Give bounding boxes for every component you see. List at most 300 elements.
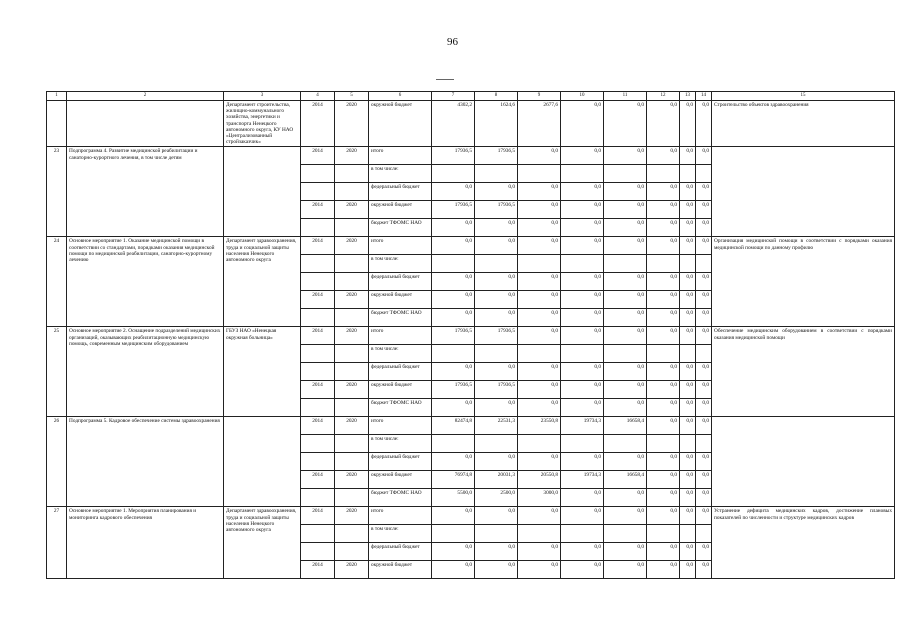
total-value bbox=[432, 345, 475, 363]
value-2020: 0,0 bbox=[696, 147, 712, 165]
value-2018: 0,0 bbox=[647, 489, 680, 507]
value-2016 bbox=[561, 165, 604, 183]
start-year bbox=[301, 489, 335, 507]
value-2019: 0,0 bbox=[680, 291, 696, 309]
value-2020: 0,0 bbox=[696, 273, 712, 291]
total-value: 0,0 bbox=[432, 183, 475, 201]
value-2020: 0,0 bbox=[696, 381, 712, 399]
executor-name bbox=[224, 417, 301, 507]
total-value: 82474,8 bbox=[432, 417, 475, 435]
value-2015: 0,0 bbox=[518, 363, 561, 381]
value-2017 bbox=[604, 525, 647, 543]
value-2018: 0,0 bbox=[647, 237, 680, 255]
value-2016 bbox=[561, 255, 604, 273]
value-2016: 0,0 bbox=[561, 453, 604, 471]
value-2017: 16658,4 bbox=[604, 471, 647, 489]
value-2015: 0,0 bbox=[518, 147, 561, 165]
value-2016: 0,0 bbox=[561, 327, 604, 345]
end-year bbox=[335, 219, 369, 237]
funding-source: итого bbox=[369, 237, 432, 255]
expected-result: Обеспечение медицинским оборудованием в соответствии с порядками оказания медицинской помощи bbox=[712, 327, 895, 417]
total-value: 17936,5 bbox=[432, 327, 475, 345]
column-header: 2 bbox=[67, 92, 224, 101]
funding-source: окружной бюджет bbox=[369, 561, 432, 579]
value-2020: 0,0 bbox=[696, 219, 712, 237]
total-value: 17936,5 bbox=[432, 201, 475, 219]
end-year: 2020 bbox=[335, 507, 369, 525]
end-year: 2020 bbox=[335, 381, 369, 399]
value-2020: 0,0 bbox=[696, 363, 712, 381]
start-year bbox=[301, 399, 335, 417]
start-year bbox=[301, 543, 335, 561]
funding-source: федеральный бюджет bbox=[369, 273, 432, 291]
row-number: 26 bbox=[47, 417, 67, 507]
start-year: 2014 bbox=[301, 507, 335, 525]
value-2016: 0,0 bbox=[561, 309, 604, 327]
start-year bbox=[301, 255, 335, 273]
expected-result: Строительство объектов здравоохранения bbox=[712, 101, 895, 147]
value-2020: 0,0 bbox=[696, 543, 712, 561]
value-2017: 0,0 bbox=[604, 363, 647, 381]
value-2017: 0,0 bbox=[604, 561, 647, 579]
value-2020: 0,0 bbox=[696, 309, 712, 327]
row-number: 23 bbox=[47, 147, 67, 237]
funding-source: окружной бюджет bbox=[369, 101, 432, 147]
column-header: 1 bbox=[47, 92, 67, 101]
value-2020: 0,0 bbox=[696, 201, 712, 219]
funding-source: итого bbox=[369, 507, 432, 525]
executor-name bbox=[224, 147, 301, 237]
value-2016: 0,0 bbox=[561, 147, 604, 165]
value-2015 bbox=[518, 435, 561, 453]
funding-source: в том числе: bbox=[369, 525, 432, 543]
value-2020: 0,0 bbox=[696, 417, 712, 435]
start-year bbox=[301, 435, 335, 453]
value-2015: 0,0 bbox=[518, 273, 561, 291]
value-2016: 19734,3 bbox=[561, 471, 604, 489]
value-2014: 17936,5 bbox=[475, 327, 518, 345]
value-2015: 0,0 bbox=[518, 309, 561, 327]
value-2019 bbox=[680, 345, 696, 363]
value-2019 bbox=[680, 165, 696, 183]
value-2018: 0,0 bbox=[647, 309, 680, 327]
value-2020: 0,0 bbox=[696, 399, 712, 417]
value-2015: 0,0 bbox=[518, 201, 561, 219]
value-2019: 0,0 bbox=[680, 381, 696, 399]
column-header: 15 bbox=[712, 92, 895, 101]
end-year bbox=[335, 183, 369, 201]
value-2014: 0,0 bbox=[475, 543, 518, 561]
value-2016: 0,0 bbox=[561, 507, 604, 525]
total-value: 0,0 bbox=[432, 543, 475, 561]
total-value: 0,0 bbox=[432, 237, 475, 255]
value-2015: 0,0 bbox=[518, 561, 561, 579]
value-2017 bbox=[604, 165, 647, 183]
program-table bbox=[46, 91, 895, 579]
value-2017: 0,0 bbox=[604, 237, 647, 255]
row-number: 24 bbox=[47, 237, 67, 327]
value-2019: 0,0 bbox=[680, 309, 696, 327]
value-2018: 0,0 bbox=[647, 327, 680, 345]
expected-result: Организация медицинской помощи в соответствии с порядками оказания медицинской помощи по данному профилю bbox=[712, 237, 895, 327]
activity-name: Основное мероприятие 2. Оснащение подразделений медицинских организаций, оказывающих реабилитационную медицинскую помощь, современным медицинским оборудованием bbox=[67, 327, 224, 417]
value-2019: 0,0 bbox=[680, 183, 696, 201]
start-year bbox=[301, 345, 335, 363]
end-year: 2020 bbox=[335, 327, 369, 345]
end-year bbox=[335, 399, 369, 417]
value-2014: 22531,3 bbox=[475, 417, 518, 435]
expected-result bbox=[712, 417, 895, 507]
start-year: 2014 bbox=[301, 201, 335, 219]
value-2019: 0,0 bbox=[680, 273, 696, 291]
value-2016 bbox=[561, 345, 604, 363]
value-2015: 0,0 bbox=[518, 219, 561, 237]
total-value bbox=[432, 165, 475, 183]
value-2015: 0,0 bbox=[518, 381, 561, 399]
value-2014: 17936,5 bbox=[475, 201, 518, 219]
value-2018: 0,0 bbox=[647, 381, 680, 399]
value-2018: 0,0 bbox=[647, 183, 680, 201]
column-header: 6 bbox=[369, 92, 432, 101]
end-year bbox=[335, 255, 369, 273]
value-2018: 0,0 bbox=[647, 101, 680, 147]
value-2016: 0,0 bbox=[561, 489, 604, 507]
value-2015: 0,0 bbox=[518, 237, 561, 255]
value-2018: 0,0 bbox=[647, 453, 680, 471]
header-row bbox=[47, 92, 895, 101]
value-2014: 0,0 bbox=[475, 453, 518, 471]
start-year bbox=[301, 219, 335, 237]
value-2020 bbox=[696, 525, 712, 543]
column-header: 3 bbox=[224, 92, 301, 101]
expected-result: Устранение дефицита медицинских кадров, достижение плановых показателей по численности и структуре медицинских кадров bbox=[712, 507, 895, 579]
row-number: 25 bbox=[47, 327, 67, 417]
funding-source: окружной бюджет bbox=[369, 291, 432, 309]
funding-source: федеральный бюджет bbox=[369, 363, 432, 381]
start-year bbox=[301, 165, 335, 183]
total-value: 0,0 bbox=[432, 309, 475, 327]
value-2019 bbox=[680, 435, 696, 453]
value-2015: 0,0 bbox=[518, 543, 561, 561]
start-year: 2014 bbox=[301, 147, 335, 165]
end-year bbox=[335, 525, 369, 543]
value-2016: 0,0 bbox=[561, 399, 604, 417]
total-value: 0,0 bbox=[432, 363, 475, 381]
funding-source: федеральный бюджет bbox=[369, 453, 432, 471]
value-2017: 0,0 bbox=[604, 291, 647, 309]
column-header: 5 bbox=[335, 92, 369, 101]
value-2016: 0,0 bbox=[561, 561, 604, 579]
value-2018: 0,0 bbox=[647, 543, 680, 561]
value-2014: 0,0 bbox=[475, 309, 518, 327]
value-2014 bbox=[475, 525, 518, 543]
value-2018 bbox=[647, 255, 680, 273]
start-year: 2014 bbox=[301, 417, 335, 435]
value-2014: 2500,0 bbox=[475, 489, 518, 507]
end-year bbox=[335, 435, 369, 453]
total-value: 0,0 bbox=[432, 273, 475, 291]
funding-source: бюджет ТФОМС НАО bbox=[369, 309, 432, 327]
value-2015: 23550,8 bbox=[518, 417, 561, 435]
start-year: 2014 bbox=[301, 291, 335, 309]
end-year bbox=[335, 273, 369, 291]
value-2016: 0,0 bbox=[561, 237, 604, 255]
value-2018: 0,0 bbox=[647, 561, 680, 579]
start-year: 2014 bbox=[301, 101, 335, 147]
funding-source: федеральный бюджет bbox=[369, 183, 432, 201]
value-2019: 0,0 bbox=[680, 237, 696, 255]
value-2014: 1624,6 bbox=[475, 101, 518, 147]
end-year bbox=[335, 543, 369, 561]
value-2017: 0,0 bbox=[604, 219, 647, 237]
value-2017 bbox=[604, 345, 647, 363]
value-2015: 0,0 bbox=[518, 399, 561, 417]
value-2018: 0,0 bbox=[647, 417, 680, 435]
activity-name: Подпрограмма 5. Кадровое обеспечение системы здравоохранения bbox=[67, 417, 224, 507]
end-year bbox=[335, 489, 369, 507]
value-2020: 0,0 bbox=[696, 183, 712, 201]
end-year: 2020 bbox=[335, 147, 369, 165]
funding-source: бюджет ТФОМС НАО bbox=[369, 219, 432, 237]
value-2015: 2677,6 bbox=[518, 101, 561, 147]
column-header: 10 bbox=[561, 92, 604, 101]
value-2016: 0,0 bbox=[561, 201, 604, 219]
total-value: 4302,2 bbox=[432, 101, 475, 147]
value-2017: 0,0 bbox=[604, 101, 647, 147]
value-2020 bbox=[696, 165, 712, 183]
value-2017: 0,0 bbox=[604, 309, 647, 327]
value-2018: 0,0 bbox=[647, 471, 680, 489]
value-2020 bbox=[696, 435, 712, 453]
total-value bbox=[432, 525, 475, 543]
value-2020: 0,0 bbox=[696, 291, 712, 309]
row-number bbox=[47, 101, 67, 147]
value-2015: 20550,8 bbox=[518, 471, 561, 489]
column-header: 13 bbox=[680, 92, 696, 101]
total-value: 0,0 bbox=[432, 453, 475, 471]
value-2014 bbox=[475, 345, 518, 363]
column-header: 4 bbox=[301, 92, 335, 101]
total-value: 0,0 bbox=[432, 399, 475, 417]
funding-source: в том числе: bbox=[369, 165, 432, 183]
end-year bbox=[335, 453, 369, 471]
total-value: 0,0 bbox=[432, 561, 475, 579]
total-value: 17936,5 bbox=[432, 381, 475, 399]
value-2016 bbox=[561, 525, 604, 543]
value-2019: 0,0 bbox=[680, 543, 696, 561]
value-2017: 0,0 bbox=[604, 543, 647, 561]
value-2014: 17936,5 bbox=[475, 381, 518, 399]
value-2018: 0,0 bbox=[647, 399, 680, 417]
value-2019 bbox=[680, 525, 696, 543]
value-2016: 0,0 bbox=[561, 273, 604, 291]
end-year bbox=[335, 363, 369, 381]
value-2014 bbox=[475, 165, 518, 183]
value-2019: 0,0 bbox=[680, 327, 696, 345]
value-2015: 0,0 bbox=[518, 183, 561, 201]
column-header: 14 bbox=[696, 92, 712, 101]
value-2016: 0,0 bbox=[561, 381, 604, 399]
value-2019: 0,0 bbox=[680, 101, 696, 147]
start-year: 2014 bbox=[301, 327, 335, 345]
value-2014 bbox=[475, 255, 518, 273]
activity-name bbox=[67, 101, 224, 147]
value-2016 bbox=[561, 435, 604, 453]
funding-source: федеральный бюджет bbox=[369, 543, 432, 561]
table-row bbox=[47, 237, 895, 255]
value-2017: 0,0 bbox=[604, 327, 647, 345]
value-2017: 0,0 bbox=[604, 183, 647, 201]
total-value bbox=[432, 255, 475, 273]
value-2014: 0,0 bbox=[475, 291, 518, 309]
funding-source: окружной бюджет bbox=[369, 471, 432, 489]
funding-source: итого bbox=[369, 417, 432, 435]
value-2017: 0,0 bbox=[604, 399, 647, 417]
total-value: 0,0 bbox=[432, 291, 475, 309]
start-year bbox=[301, 363, 335, 381]
expected-result bbox=[712, 147, 895, 237]
value-2014: 20031,3 bbox=[475, 471, 518, 489]
start-year: 2014 bbox=[301, 561, 335, 579]
value-2019: 0,0 bbox=[680, 453, 696, 471]
value-2018: 0,0 bbox=[647, 201, 680, 219]
value-2016: 0,0 bbox=[561, 291, 604, 309]
funding-source: итого bbox=[369, 147, 432, 165]
value-2020: 0,0 bbox=[696, 507, 712, 525]
start-year bbox=[301, 183, 335, 201]
start-year bbox=[301, 525, 335, 543]
value-2020: 0,0 bbox=[696, 561, 712, 579]
value-2015 bbox=[518, 345, 561, 363]
value-2019: 0,0 bbox=[680, 417, 696, 435]
value-2018: 0,0 bbox=[647, 219, 680, 237]
value-2015: 0,0 bbox=[518, 453, 561, 471]
value-2020 bbox=[696, 345, 712, 363]
value-2018: 0,0 bbox=[647, 507, 680, 525]
value-2019: 0,0 bbox=[680, 363, 696, 381]
value-2016: 19734,3 bbox=[561, 417, 604, 435]
column-header: 8 bbox=[475, 92, 518, 101]
end-year: 2020 bbox=[335, 237, 369, 255]
page-number: 96 bbox=[447, 36, 458, 48]
activity-name: Основное мероприятие 1. Оказание медицинской помощи в соответствии со стандартами, порядками оказания медицинской помощи по медицинской реабилитации, санаторно-курортному лечению bbox=[67, 237, 224, 327]
end-year: 2020 bbox=[335, 201, 369, 219]
value-2020: 0,0 bbox=[696, 237, 712, 255]
funding-source: окружной бюджет bbox=[369, 381, 432, 399]
table-row bbox=[47, 417, 895, 435]
value-2014: 0,0 bbox=[475, 507, 518, 525]
activity-name: Основное мероприятие 1. Мероприятия планирования и мониторинга кадрового обеспечения bbox=[67, 507, 224, 579]
total-value: 76974,8 bbox=[432, 471, 475, 489]
funding-source: в том числе: bbox=[369, 435, 432, 453]
value-2014: 0,0 bbox=[475, 219, 518, 237]
value-2019: 0,0 bbox=[680, 471, 696, 489]
end-year: 2020 bbox=[335, 101, 369, 147]
value-2017 bbox=[604, 435, 647, 453]
table-row bbox=[47, 101, 895, 147]
value-2020: 0,0 bbox=[696, 101, 712, 147]
value-2016: 0,0 bbox=[561, 101, 604, 147]
start-year bbox=[301, 453, 335, 471]
value-2018: 0,0 bbox=[647, 147, 680, 165]
value-2020: 0,0 bbox=[696, 471, 712, 489]
funding-source: в том числе: bbox=[369, 255, 432, 273]
column-header: 9 bbox=[518, 92, 561, 101]
executor-name: Департамент здравоохранения, труда и социальной защиты населения Ненецкого автономного округа bbox=[224, 237, 301, 327]
end-year: 2020 bbox=[335, 471, 369, 489]
value-2016: 0,0 bbox=[561, 219, 604, 237]
value-2015: 0,0 bbox=[518, 507, 561, 525]
executor-name: ГБУЗ НАО «Ненецкая окружная больница» bbox=[224, 327, 301, 417]
value-2018: 0,0 bbox=[647, 363, 680, 381]
value-2017: 0,0 bbox=[604, 147, 647, 165]
end-year bbox=[335, 165, 369, 183]
funding-source: окружной бюджет bbox=[369, 201, 432, 219]
value-2017: 0,0 bbox=[604, 453, 647, 471]
value-2014: 17936,5 bbox=[475, 147, 518, 165]
table-row bbox=[47, 147, 895, 165]
end-year: 2020 bbox=[335, 561, 369, 579]
value-2014: 0,0 bbox=[475, 237, 518, 255]
header-divider bbox=[436, 79, 454, 80]
value-2020: 0,0 bbox=[696, 453, 712, 471]
value-2014: 0,0 bbox=[475, 561, 518, 579]
start-year: 2014 bbox=[301, 237, 335, 255]
value-2017: 0,0 bbox=[604, 201, 647, 219]
executor-name: Департамент строительства, жилищно-коммунального хозяйства, энергетики и транспорта Ненецкого автономного округа, КУ НАО «Централизованный стройзаказчик» bbox=[224, 101, 301, 147]
value-2014: 0,0 bbox=[475, 273, 518, 291]
value-2019: 0,0 bbox=[680, 201, 696, 219]
value-2015: 0,0 bbox=[518, 327, 561, 345]
value-2017: 0,0 bbox=[604, 507, 647, 525]
row-number: 27 bbox=[47, 507, 67, 579]
table-row bbox=[47, 507, 895, 525]
value-2018 bbox=[647, 525, 680, 543]
end-year: 2020 bbox=[335, 417, 369, 435]
column-header: 12 bbox=[647, 92, 680, 101]
value-2020: 0,0 bbox=[696, 327, 712, 345]
value-2019: 0,0 bbox=[680, 219, 696, 237]
value-2014: 0,0 bbox=[475, 363, 518, 381]
value-2019 bbox=[680, 255, 696, 273]
value-2015 bbox=[518, 255, 561, 273]
value-2019: 0,0 bbox=[680, 399, 696, 417]
total-value: 17936,5 bbox=[432, 147, 475, 165]
value-2019: 0,0 bbox=[680, 561, 696, 579]
value-2020: 0,0 bbox=[696, 489, 712, 507]
total-value: 0,0 bbox=[432, 507, 475, 525]
value-2017: 0,0 bbox=[604, 489, 647, 507]
start-year: 2014 bbox=[301, 471, 335, 489]
value-2018 bbox=[647, 165, 680, 183]
value-2018 bbox=[647, 435, 680, 453]
value-2015 bbox=[518, 165, 561, 183]
total-value: 5500,0 bbox=[432, 489, 475, 507]
column-header: 11 bbox=[604, 92, 647, 101]
activity-name: Подпрограмма 4. Развитие медицинской реабилитации и санаторно-курортного лечения, в том числе детям bbox=[67, 147, 224, 237]
value-2017: 0,0 bbox=[604, 273, 647, 291]
start-year bbox=[301, 309, 335, 327]
funding-source: в том числе: bbox=[369, 345, 432, 363]
total-value bbox=[432, 435, 475, 453]
value-2014: 0,0 bbox=[475, 183, 518, 201]
value-2019: 0,0 bbox=[680, 147, 696, 165]
value-2017 bbox=[604, 255, 647, 273]
value-2016: 0,0 bbox=[561, 543, 604, 561]
funding-source: бюджет ТФОМС НАО bbox=[369, 399, 432, 417]
value-2018 bbox=[647, 345, 680, 363]
table-row bbox=[47, 327, 895, 345]
